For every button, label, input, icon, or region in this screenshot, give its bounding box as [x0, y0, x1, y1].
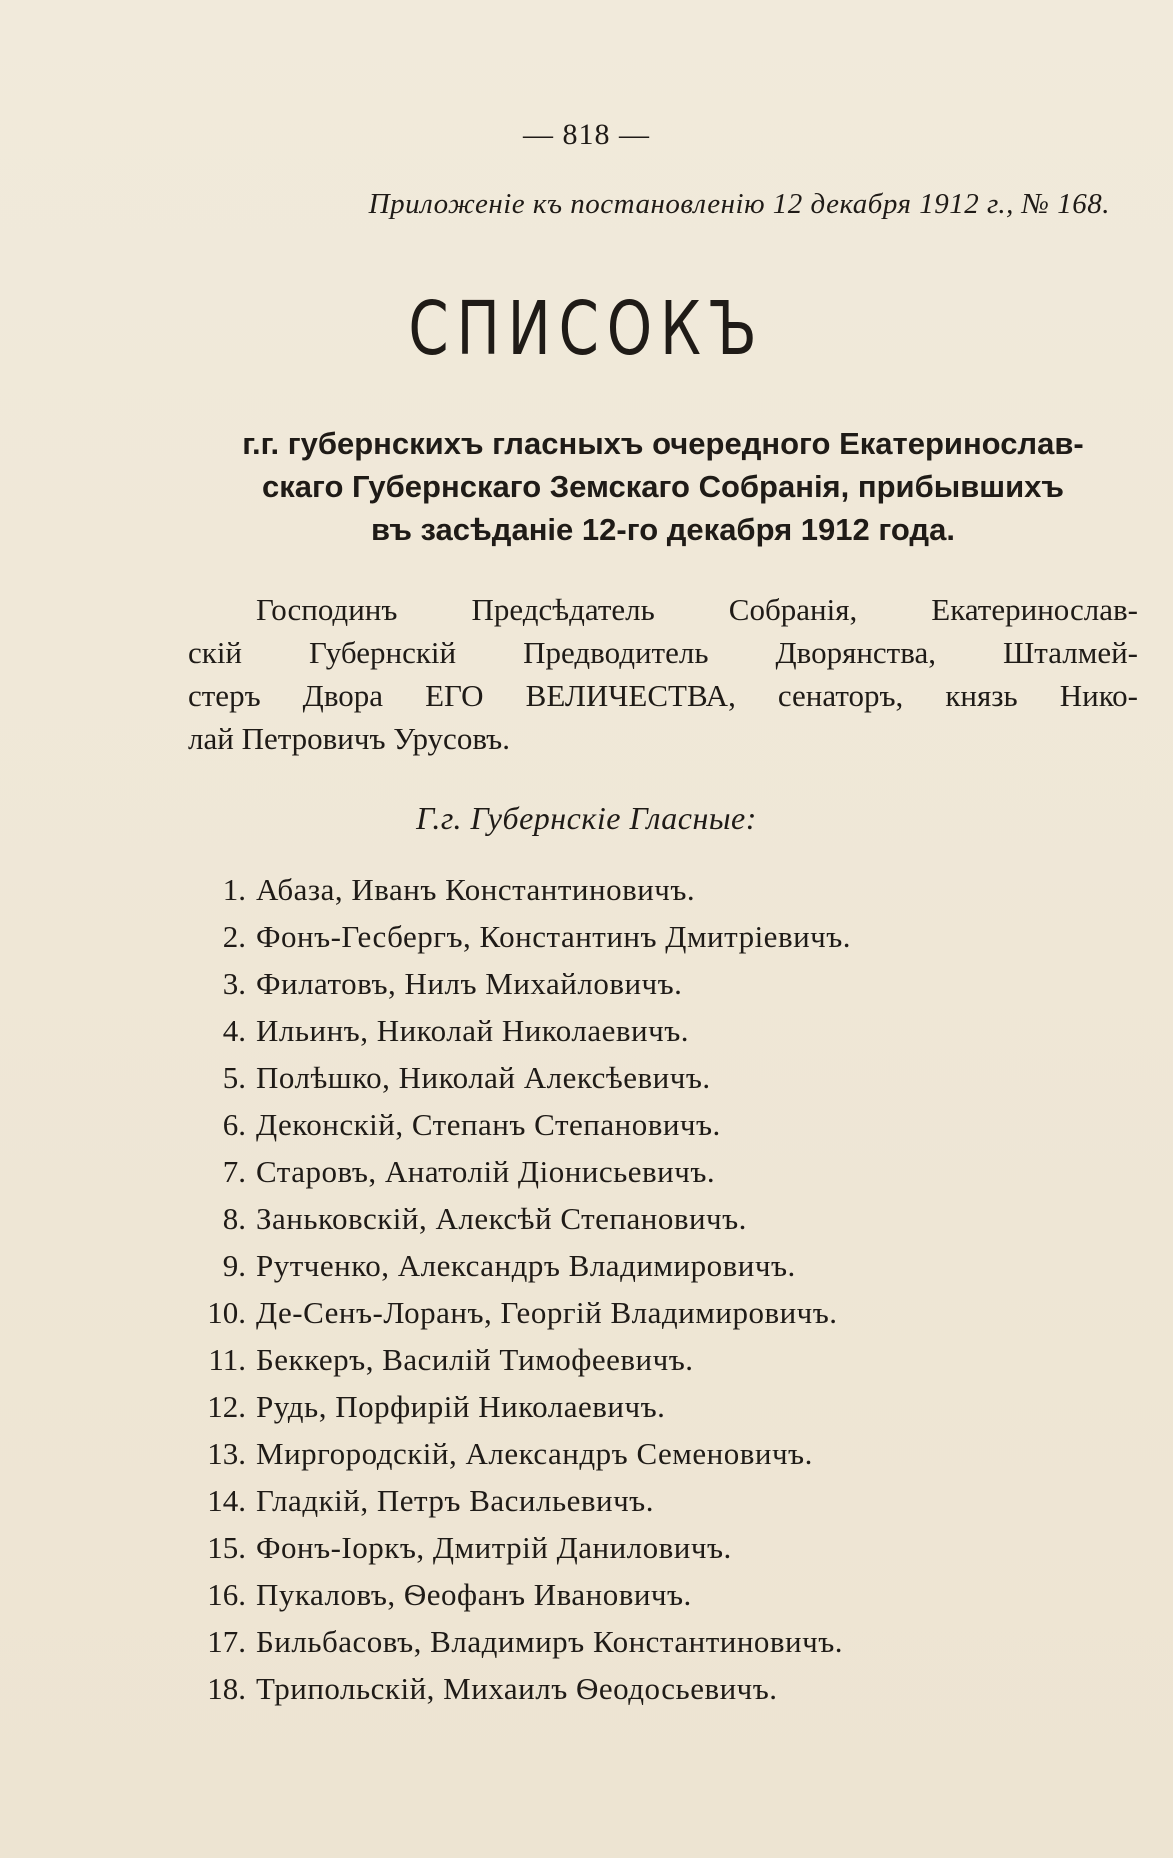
- list-item: [186, 1571, 1086, 1618]
- item-number: 18.: [207, 1671, 246, 1706]
- paragraph-line: скiй Губернскiй Предводитель Дворянства, Шталмей-: [188, 635, 1138, 670]
- member-name: Полѣшко, Николай Алексѣевичъ.: [256, 1060, 711, 1095]
- page-number: — 818 —: [523, 118, 650, 151]
- list-item: [186, 913, 1086, 960]
- item-number: 1.: [222, 872, 246, 907]
- item-number: 6.: [222, 1107, 246, 1142]
- item-number: 11.: [208, 1342, 246, 1377]
- list-item: [186, 960, 1086, 1007]
- item-number: 9.: [222, 1248, 246, 1283]
- paragraph-line: лай Петровичъ Урусовъ.: [188, 721, 510, 756]
- list-item: [186, 1665, 1086, 1712]
- member-name: Филатовъ, Нилъ Михайловичъ.: [256, 966, 683, 1001]
- list-item: [186, 1242, 1086, 1289]
- item-number: 4.: [222, 1013, 246, 1048]
- list-item: [186, 1195, 1086, 1242]
- member-name: Фонъ-Iоркъ, Дмитрiй Даниловичъ.: [256, 1530, 732, 1565]
- members-list: [186, 866, 1086, 1712]
- item-number: 2.: [222, 919, 246, 954]
- list-item: [186, 1477, 1086, 1524]
- list-item: [186, 866, 1086, 913]
- item-number: 15.: [207, 1530, 246, 1565]
- item-number: 14.: [207, 1483, 246, 1518]
- subtitle-line: г.г. губернскихъ гласныхъ очередного Екатеринослав-: [242, 426, 1084, 461]
- list-item: [186, 1618, 1086, 1665]
- list-item: [186, 1289, 1086, 1336]
- item-number: 16.: [207, 1577, 246, 1612]
- list-item: [186, 1524, 1086, 1571]
- item-number: 17.: [207, 1624, 246, 1659]
- document-subtitle: [188, 422, 1138, 551]
- member-name: Фонъ-Гесбергъ, Константинъ Дмитрiевичъ.: [256, 919, 852, 954]
- list-item: [186, 1430, 1086, 1477]
- member-name: Бильбасовъ, Владимиръ Константиновичъ.: [256, 1624, 844, 1659]
- paragraph-line: Господинъ Предсѣдатель Собранiя, Екатеринослав-: [256, 592, 1138, 627]
- list-item: [186, 1054, 1086, 1101]
- appendix-reference: Приложенiе къ постановленiю 12 декабря 1912 г., № 168.: [368, 188, 1110, 220]
- member-name: Миргородскiй, Александръ Семеновичъ.: [256, 1436, 813, 1471]
- document-title: СПИСОКЪ: [408, 286, 765, 372]
- member-name: Деконскiй, Степанъ Степановичъ.: [256, 1107, 721, 1142]
- list-item: [186, 1336, 1086, 1383]
- chairman-paragraph: [188, 588, 1138, 760]
- member-name: Старовъ, Анатолiй Дiонисьевичъ.: [256, 1154, 716, 1189]
- member-name: Рудь, Порфирiй Николаевичъ.: [256, 1389, 666, 1424]
- item-number: 5.: [222, 1060, 246, 1095]
- list-item: [186, 1148, 1086, 1195]
- item-number: 3.: [222, 966, 246, 1001]
- section-heading: Г.г. Губернскiе Гласные:: [416, 800, 757, 836]
- member-name: Абаза, Иванъ Константиновичъ.: [256, 872, 696, 907]
- item-number: 8.: [222, 1201, 246, 1236]
- subtitle-line: скаго Губернскаго Земскаго Собранiя, прибывшихъ: [261, 469, 1065, 504]
- list-item: [186, 1101, 1086, 1148]
- list-item: [186, 1383, 1086, 1430]
- item-number: 7.: [222, 1154, 246, 1189]
- item-number: 12.: [207, 1389, 246, 1424]
- item-number: 10.: [207, 1295, 246, 1330]
- member-name: Гладкiй, Петръ Васильевичъ.: [256, 1483, 654, 1518]
- list-item: [186, 1007, 1086, 1054]
- member-name: Ильинъ, Николай Николаевичъ.: [256, 1013, 689, 1048]
- member-name: Заньковскiй, Алексѣй Степановичъ.: [256, 1201, 747, 1236]
- member-name: Рутченко, Александръ Владимировичъ.: [256, 1248, 796, 1283]
- member-name: Трипольскiй, Михаилъ Ѳеодосьевичъ.: [256, 1671, 778, 1706]
- subtitle-line: въ засѣданiе 12-го декабря 1912 года.: [371, 512, 955, 547]
- paragraph-line: стеръ Двора ЕГО ВЕЛИЧЕСТВА, сенаторъ, князь Нико-: [188, 678, 1138, 713]
- member-name: Де-Сенъ-Лоранъ, Георгiй Владимировичъ.: [256, 1295, 838, 1330]
- member-name: Пукаловъ, Ѳеофанъ Ивановичъ.: [256, 1577, 692, 1612]
- member-name: Беккеръ, Василiй Тимофеевичъ.: [256, 1342, 694, 1377]
- item-number: 13.: [207, 1436, 246, 1471]
